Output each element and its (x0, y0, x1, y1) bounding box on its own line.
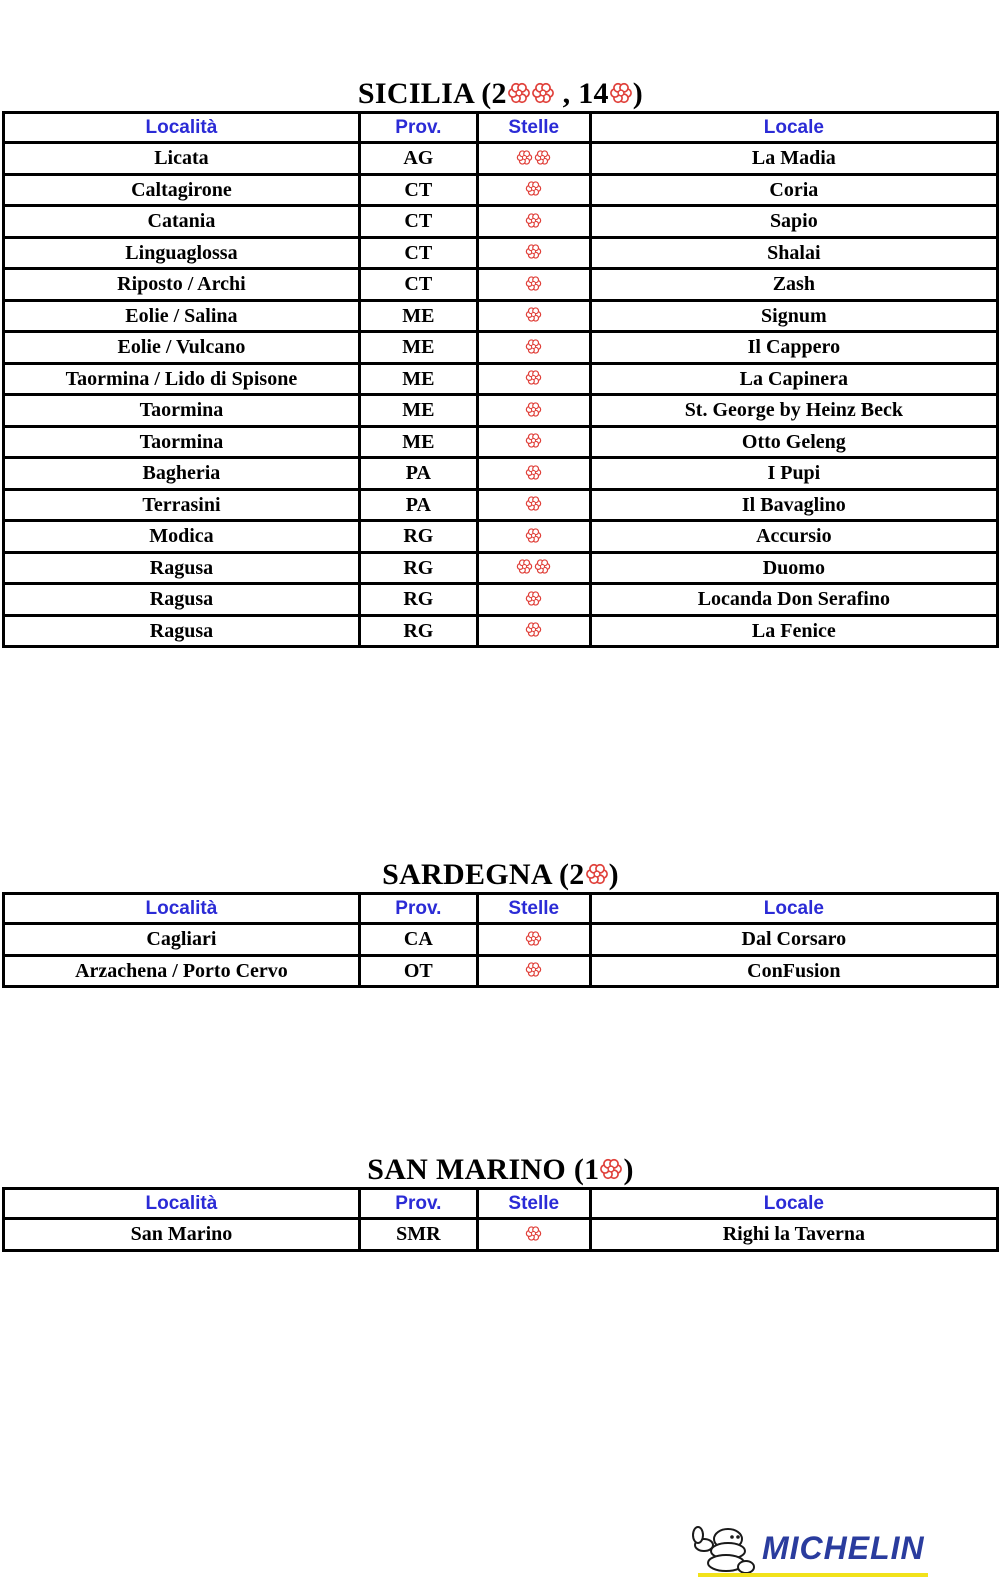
cell-prov: ME (359, 363, 477, 395)
michelin-star-icon (507, 81, 531, 105)
two-star-group (507, 77, 555, 111)
column-header-stelle: Stelle (477, 894, 590, 924)
cell-locale: Il Bavaglino (590, 489, 997, 521)
cell-prov: CT (359, 237, 477, 269)
cell-stelle (477, 955, 590, 987)
cell-prov: RG (359, 615, 477, 647)
column-header-localita: Località (4, 894, 360, 924)
column-header-stelle: Stelle (477, 1189, 590, 1219)
table-row (4, 955, 998, 987)
michelin-star-icon (599, 1157, 623, 1181)
cell-localita: Ragusa (4, 615, 360, 647)
michelin-star-icon (525, 369, 542, 386)
one-star-group (609, 77, 633, 111)
cell-stelle (477, 426, 590, 458)
cell-stelle (477, 269, 590, 301)
star-rating (525, 207, 542, 233)
michelin-star-icon (525, 527, 542, 544)
cell-stelle (477, 521, 590, 553)
star-rating (525, 522, 542, 548)
michelin-star-icon (525, 930, 542, 947)
restaurant-table (2, 111, 999, 648)
table-row (4, 489, 998, 521)
section-title (2, 858, 999, 892)
cell-localita: Riposto / Archi (4, 269, 360, 301)
cell-stelle (477, 332, 590, 364)
cell-localita: Eolie / Salina (4, 300, 360, 332)
cell-prov: SMR (359, 1219, 477, 1251)
cell-locale: Otto Geleng (590, 426, 997, 458)
cell-localita: Caltagirone (4, 174, 360, 206)
star-rating (525, 176, 542, 202)
region-name: SICILIA (357, 77, 474, 110)
cell-stelle (477, 1219, 590, 1251)
title-close: ) (608, 858, 619, 891)
michelin-star-icon (525, 1225, 542, 1242)
star-rating (516, 554, 551, 580)
table-row (4, 426, 998, 458)
cell-locale: Accursio (590, 521, 997, 553)
cell-localita: Cagliari (4, 924, 360, 956)
table-row (4, 395, 998, 427)
table-header-row (4, 113, 998, 143)
michelin-star-icon (525, 180, 542, 197)
cell-stelle (477, 143, 590, 175)
michelin-star-icon (525, 306, 542, 323)
cell-locale: Righi la Taverna (590, 1219, 997, 1251)
bibendum-icon (688, 1521, 978, 1581)
star-rating (525, 365, 542, 391)
star-rating (525, 428, 542, 454)
star-rating (525, 585, 542, 611)
star-rating (525, 925, 542, 951)
table-row (4, 300, 998, 332)
cell-stelle (477, 174, 590, 206)
table-row (4, 552, 998, 584)
section-sicilia (2, 77, 999, 648)
table-row (4, 363, 998, 395)
cell-localita: Eolie / Vulcano (4, 332, 360, 364)
star-rating (525, 396, 542, 422)
column-header-prov: Prov. (359, 1189, 477, 1219)
cell-stelle (477, 363, 590, 395)
cell-prov: RG (359, 521, 477, 553)
restaurant-table (2, 1187, 999, 1252)
section-title (2, 77, 999, 111)
cell-localita: Arzachena / Porto Cervo (4, 955, 360, 987)
cell-locale: Zash (590, 269, 997, 301)
cell-prov: OT (359, 955, 477, 987)
one-star-group (585, 858, 609, 892)
section-san-marino (2, 1153, 999, 1252)
title-count-open: (2 (473, 77, 507, 110)
cell-prov: CA (359, 924, 477, 956)
star-rating (525, 270, 542, 296)
michelin-star-icon (534, 558, 551, 575)
table-row (4, 206, 998, 238)
column-header-localita: Località (4, 1189, 360, 1219)
michelin-star-icon (525, 590, 542, 607)
cell-stelle (477, 237, 590, 269)
cell-localita: Taormina / Lido di Spisone (4, 363, 360, 395)
column-header-stelle: Stelle (477, 113, 590, 143)
michelin-star-icon (525, 243, 542, 260)
cell-localita: San Marino (4, 1219, 360, 1251)
cell-stelle (477, 584, 590, 616)
cell-locale: I Pupi (590, 458, 997, 490)
column-header-localita: Località (4, 113, 360, 143)
star-rating (525, 617, 542, 643)
cell-stelle (477, 206, 590, 238)
restaurant-table (2, 892, 999, 988)
cell-locale: La Madia (590, 143, 997, 175)
table-row (4, 458, 998, 490)
cell-stelle (477, 395, 590, 427)
cell-prov: CT (359, 206, 477, 238)
star-rating (525, 239, 542, 265)
table-row (4, 332, 998, 364)
title-count-open: (1 (566, 1153, 600, 1186)
region-name: SAN MARINO (367, 1153, 567, 1186)
michelin-star-icon (531, 81, 555, 105)
table-row (4, 924, 998, 956)
table-header-row (4, 894, 998, 924)
cell-locale: St. George by Heinz Beck (590, 395, 997, 427)
cell-stelle (477, 924, 590, 956)
michelin-star-icon (516, 558, 533, 575)
cell-locale: Coria (590, 174, 997, 206)
cell-localita: Catania (4, 206, 360, 238)
cell-stelle (477, 552, 590, 584)
cell-prov: RG (359, 552, 477, 584)
cell-localita: Terrasini (4, 489, 360, 521)
michelin-star-icon (525, 432, 542, 449)
cell-prov: ME (359, 300, 477, 332)
column-header-locale: Locale (590, 113, 997, 143)
title-close: ) (632, 77, 644, 110)
cell-locale: Il Cappero (590, 332, 997, 364)
cell-prov: ME (359, 395, 477, 427)
michelin-star-icon (525, 212, 542, 229)
table-row (4, 615, 998, 647)
star-rating (525, 491, 542, 517)
table-row (4, 269, 998, 301)
michelin-star-icon (585, 862, 609, 886)
table-row (4, 584, 998, 616)
cell-prov: PA (359, 458, 477, 490)
column-header-locale: Locale (590, 1189, 997, 1219)
cell-prov: ME (359, 426, 477, 458)
cell-prov: ME (359, 332, 477, 364)
michelin-star-icon (516, 149, 533, 166)
cell-stelle (477, 615, 590, 647)
star-rating (516, 144, 551, 170)
title-close: ) (623, 1153, 634, 1186)
cell-stelle (477, 489, 590, 521)
cell-locale: Signum (590, 300, 997, 332)
michelin-star-icon (525, 621, 542, 638)
region-name: SARDEGNA (382, 858, 552, 891)
one-star-group (599, 1153, 623, 1187)
cell-locale: La Fenice (590, 615, 997, 647)
cell-stelle (477, 300, 590, 332)
cell-localita: Bagheria (4, 458, 360, 490)
cell-locale: Locanda Don Serafino (590, 584, 997, 616)
cell-stelle (477, 458, 590, 490)
cell-prov: CT (359, 269, 477, 301)
section-title (2, 1153, 999, 1187)
michelin-star-icon (525, 338, 542, 355)
cell-prov: AG (359, 143, 477, 175)
cell-localita: Licata (4, 143, 360, 175)
michelin-star-icon (525, 275, 542, 292)
cell-locale: Shalai (590, 237, 997, 269)
title-count-open: (2 (551, 858, 585, 891)
cell-localita: Taormina (4, 395, 360, 427)
cell-localita: Modica (4, 521, 360, 553)
cell-locale: Dal Corsaro (590, 924, 997, 956)
table-row (4, 143, 998, 175)
star-rating (525, 302, 542, 328)
section-sardegna (2, 858, 999, 988)
cell-locale: ConFusion (590, 955, 997, 987)
cell-locale: Duomo (590, 552, 997, 584)
cell-localita: Linguaglossa (4, 237, 360, 269)
star-rating (525, 459, 542, 485)
cell-prov: RG (359, 584, 477, 616)
logo-text: MICHELIN (762, 1530, 925, 1566)
table-row (4, 174, 998, 206)
cell-prov: PA (359, 489, 477, 521)
star-rating (525, 1220, 542, 1246)
michelin-logo (688, 1521, 978, 1581)
table-row (4, 521, 998, 553)
column-header-prov: Prov. (359, 894, 477, 924)
cell-prov: CT (359, 174, 477, 206)
michelin-star-icon (534, 149, 551, 166)
cell-localita: Ragusa (4, 584, 360, 616)
cell-localita: Ragusa (4, 552, 360, 584)
star-rating (525, 957, 542, 983)
michelin-star-icon (525, 961, 542, 978)
michelin-star-icon (525, 464, 542, 481)
table-header-row (4, 1189, 998, 1219)
star-rating (525, 333, 542, 359)
column-header-locale: Locale (590, 894, 997, 924)
cell-locale: La Capinera (590, 363, 997, 395)
table-row (4, 237, 998, 269)
table-row (4, 1219, 998, 1251)
column-header-prov: Prov. (359, 113, 477, 143)
michelin-star-icon (525, 401, 542, 418)
cell-localita: Taormina (4, 426, 360, 458)
title-count-sep: , 14 (554, 77, 609, 110)
michelin-star-icon (525, 495, 542, 512)
cell-locale: Sapio (590, 206, 997, 238)
michelin-star-icon (609, 81, 633, 105)
